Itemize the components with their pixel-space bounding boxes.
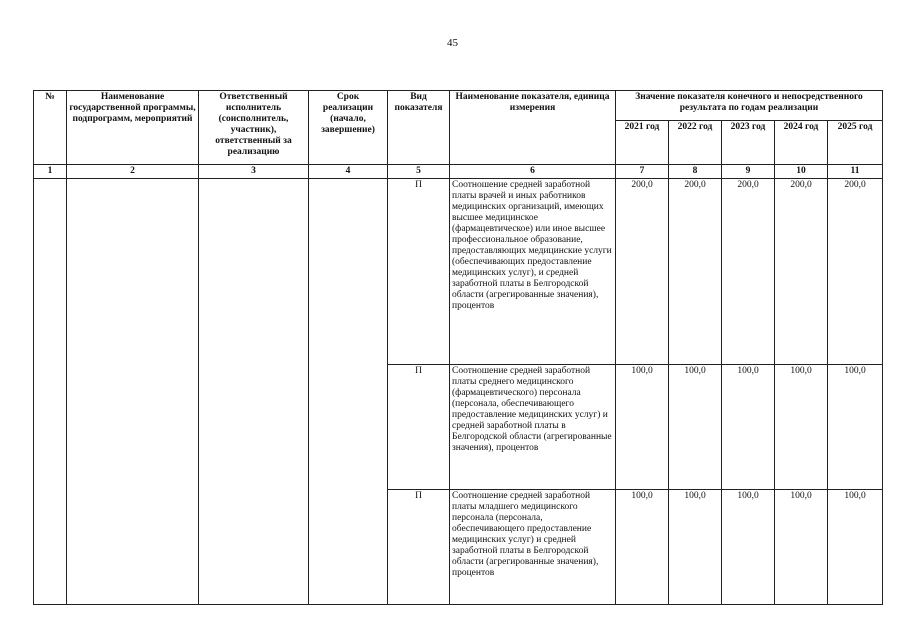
value-cell: 200,0: [669, 179, 722, 365]
value-cell: 100,0: [828, 365, 883, 490]
header-term: Срок реализации (начало, завершение): [309, 91, 388, 165]
value-cell: 200,0: [722, 179, 775, 365]
value-cell: 100,0: [616, 490, 669, 605]
header-year: 2024 год: [775, 121, 828, 165]
indicator-name: Соотношение средней заработной платы младшего медицинского персонала (персонала, обеспечивающего предоставление медицинских услуг) и средней заработной платы в Белгородской области (агрегированные значения), процентов: [450, 490, 616, 605]
header-values-group: Значение показателя конечного и непосредственного результата по годам реализации: [616, 91, 883, 121]
header-program: Наименование государственной программы, подпрограмм, мероприятий: [67, 91, 199, 165]
indicator-name: Соотношение средней заработной платы врачей и иных работников медицинских организаций, имеющих высшее медицинское (фармацевтическое) или иное высшее профессиональное образование, предоставляющих медицинские услуги (обеспечивающих предоставление медицинских услуг), и средней заработной платы в Белгородской области (агрегированные значения), процентов: [450, 179, 616, 365]
value-cell: 200,0: [616, 179, 669, 365]
column-number: 6: [450, 165, 616, 179]
column-number: 11: [828, 165, 883, 179]
column-number: 2: [67, 165, 199, 179]
indicator-kind: П: [388, 490, 450, 605]
value-cell: 200,0: [775, 179, 828, 365]
column-number: 3: [199, 165, 309, 179]
header-year: 2025 год: [828, 121, 883, 165]
value-cell: 100,0: [669, 365, 722, 490]
header-responsible: Ответственный исполнитель (соисполнитель, участник), ответственный за реализацию: [199, 91, 309, 165]
value-cell: 100,0: [722, 365, 775, 490]
indicator-kind: П: [388, 179, 450, 365]
header-year: 2021 год: [616, 121, 669, 165]
header-year: 2022 год: [669, 121, 722, 165]
column-number: 5: [388, 165, 450, 179]
table-row: [34, 179, 883, 365]
num-cell: [34, 179, 67, 605]
column-number: 1: [34, 165, 67, 179]
header-kind: Вид показателя: [388, 91, 450, 165]
header-year: 2023 год: [722, 121, 775, 165]
indicators-table: [33, 90, 883, 605]
header-indicator: Наименование показателя, единица измерения: [450, 91, 616, 165]
indicator-kind: П: [388, 365, 450, 490]
term-cell: [309, 179, 388, 605]
header-num: №: [34, 91, 67, 165]
column-number: 4: [309, 165, 388, 179]
column-number: 10: [775, 165, 828, 179]
responsible-cell: [199, 179, 309, 605]
value-cell: 100,0: [669, 490, 722, 605]
value-cell: 100,0: [616, 365, 669, 490]
value-cell: 100,0: [722, 490, 775, 605]
page-number: 45: [447, 37, 458, 49]
column-number: 7: [616, 165, 669, 179]
value-cell: 100,0: [775, 490, 828, 605]
value-cell: 100,0: [828, 490, 883, 605]
column-number: 9: [722, 165, 775, 179]
value-cell: 100,0: [775, 365, 828, 490]
column-number: 8: [669, 165, 722, 179]
indicator-name: Соотношение средней заработной платы среднего медицинского (фармацевтического) персонала (персонала, обеспечивающего предоставление медицинских услуг) и средней заработной платы в Белгородской области (агрегированные значения), процентов: [450, 365, 616, 490]
program-cell: [67, 179, 199, 605]
value-cell: 200,0: [828, 179, 883, 365]
